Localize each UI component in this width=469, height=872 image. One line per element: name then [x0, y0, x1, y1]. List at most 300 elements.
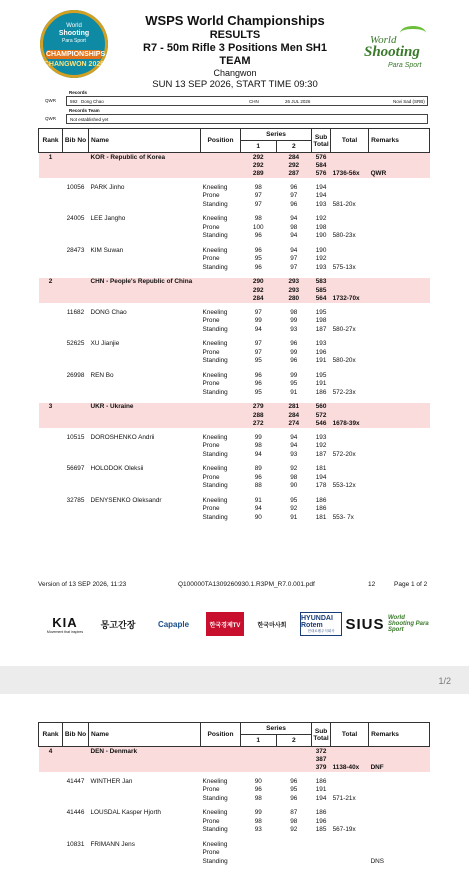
team-total: 1678-39x	[331, 420, 369, 429]
series-2-score: 97	[290, 263, 298, 271]
series-2-score: 97	[290, 255, 298, 263]
logo-text: CHANGWON 2026	[43, 61, 105, 68]
shooting-position: Kneeling	[202, 308, 228, 316]
shooting-position: Standing	[202, 482, 228, 490]
col-rank: Rank	[39, 129, 63, 153]
col-remarks: Remarks	[369, 723, 430, 747]
empty-cell	[39, 170, 63, 179]
sub-total: 181	[315, 513, 327, 521]
empty-cell	[63, 473, 89, 482]
empty-cell	[89, 411, 201, 420]
empty-cell	[89, 817, 201, 826]
empty-cell	[369, 255, 430, 264]
team-remark	[369, 295, 430, 304]
col-series-2: 2	[276, 141, 312, 153]
empty-cell	[201, 747, 241, 756]
athlete-total: 580-23x	[332, 232, 356, 240]
sub-total	[312, 840, 331, 849]
series-1-score: 292	[241, 161, 277, 170]
shooting-position: Prone	[202, 223, 220, 231]
empty-cell	[39, 496, 63, 505]
version-text: Version of 13 SEP 2026, 11:23	[38, 581, 127, 588]
series-1-score	[241, 857, 277, 866]
competition-title: WSPS World Championships	[145, 13, 325, 28]
empty-cell	[201, 755, 241, 764]
empty-cell	[331, 223, 369, 232]
series-2-score: 293	[276, 286, 312, 295]
empty-cell	[39, 286, 63, 295]
empty-cell	[39, 826, 63, 835]
empty-cell	[39, 755, 63, 764]
empty-cell	[89, 348, 201, 357]
team-rank: 4	[39, 747, 63, 756]
series-2-score: 98	[290, 817, 298, 825]
shooting-position: Standing	[202, 388, 228, 396]
empty-cell	[89, 357, 201, 366]
empty-cell	[331, 348, 369, 357]
sponsor-bar	[40, 610, 430, 640]
empty-cell	[39, 246, 63, 255]
empty-cell	[241, 755, 277, 764]
empty-cell	[369, 403, 430, 412]
empty-cell	[39, 183, 63, 192]
athlete-name: KIM Suwan	[90, 246, 124, 254]
series-2-score: 87	[290, 809, 298, 817]
sub-total: 194	[315, 192, 327, 200]
sub-total: 190	[315, 246, 327, 254]
team-name: CHN - People's Republic of China	[89, 278, 201, 287]
empty-cell	[39, 420, 63, 429]
series-1-score: 100	[252, 223, 264, 231]
athlete-row	[39, 505, 430, 514]
athlete-name: PARK Jinho	[90, 183, 125, 191]
shooting-position: Kneeling	[202, 496, 228, 504]
empty-cell	[369, 263, 430, 272]
athlete-remark	[369, 794, 430, 803]
empty-cell	[39, 857, 63, 866]
empty-cell	[369, 278, 430, 287]
empty-cell	[63, 232, 89, 241]
empty-cell	[63, 153, 89, 162]
logo-text: Shooting	[364, 44, 420, 60]
empty-cell	[89, 232, 201, 241]
series-2-score	[276, 840, 312, 849]
empty-cell	[331, 371, 369, 380]
team-name: UKR - Ukraine	[89, 403, 201, 412]
empty-cell	[89, 170, 201, 179]
shooting-position: Kneeling	[202, 246, 228, 254]
empty-cell	[369, 308, 430, 317]
record-place: Novi Sad (SRB)	[393, 99, 425, 104]
empty-cell	[276, 747, 312, 756]
series-1-score: 99	[254, 809, 262, 817]
athlete-total: 567-19x	[332, 826, 356, 834]
record-label: QWR	[45, 98, 56, 103]
venue: Changwon	[213, 68, 257, 78]
athlete-row	[39, 482, 430, 491]
athlete-row	[39, 200, 430, 209]
shooting-position: Kneeling	[202, 840, 228, 848]
spacer-row	[39, 866, 430, 872]
sub-total: 194	[315, 183, 327, 191]
kia-logo	[40, 612, 90, 636]
empty-cell	[369, 777, 430, 786]
series-2-score: 94	[290, 232, 298, 240]
results-table	[38, 722, 430, 872]
shooting-position: Prone	[202, 192, 220, 200]
empty-cell	[331, 183, 369, 192]
team-row	[39, 420, 430, 429]
sub-total: 193	[315, 263, 327, 271]
shooting-position: Standing	[202, 232, 228, 240]
athlete-row	[39, 777, 430, 786]
shooting-position: Kneeling	[202, 809, 228, 817]
empty-cell	[331, 473, 369, 482]
empty-cell	[89, 473, 201, 482]
athlete-row	[39, 380, 430, 389]
empty-cell	[369, 371, 430, 380]
team-total: 1736-56x	[331, 170, 369, 179]
sub-total: 560	[312, 403, 331, 412]
bib-number: 41447	[66, 777, 85, 785]
empty-cell	[63, 348, 89, 357]
athlete-row	[39, 192, 430, 201]
empty-cell	[89, 295, 201, 304]
empty-cell	[331, 317, 369, 326]
series-2-score: 98	[290, 308, 298, 316]
series-2-score: 280	[276, 295, 312, 304]
sub-total: 196	[315, 348, 327, 356]
records-box	[66, 90, 428, 106]
empty-cell	[39, 482, 63, 491]
series-2-score: 94	[290, 215, 298, 223]
athlete-name: WINTHER Jan	[90, 777, 133, 785]
shooting-position: Prone	[202, 786, 220, 794]
team-row	[39, 161, 430, 170]
series-1-score: 97	[254, 348, 262, 356]
sub-total: 186	[315, 809, 327, 817]
series-2-score: 96	[290, 340, 298, 348]
team-total: 1138-40x	[331, 764, 369, 773]
team-records-box	[66, 108, 428, 124]
team-remark: QWR	[369, 170, 430, 179]
logo-text: World	[66, 23, 82, 29]
athlete-row	[39, 809, 430, 818]
shooting-position: Kneeling	[202, 433, 228, 441]
athlete-row	[39, 513, 430, 522]
empty-cell	[89, 223, 201, 232]
empty-cell	[331, 255, 369, 264]
empty-cell	[201, 764, 241, 773]
athlete-row	[39, 308, 430, 317]
bib-number: 26998	[66, 371, 85, 379]
series-1-score: 98	[254, 442, 262, 450]
series-1-score: 97	[254, 200, 262, 208]
shooting-position: Prone	[202, 817, 220, 825]
empty-cell	[39, 505, 63, 514]
sub-total: 186	[315, 777, 327, 785]
series-2-score: 96	[290, 357, 298, 365]
series-1-score: 292	[241, 153, 277, 162]
sponsor-tagline: 현대로템주식회사	[307, 628, 335, 633]
empty-cell	[39, 255, 63, 264]
empty-cell	[201, 161, 241, 170]
sub-total: 178	[315, 482, 327, 490]
shooting-position: Standing	[202, 357, 228, 365]
empty-cell	[39, 161, 63, 170]
report-number: 12	[368, 581, 376, 588]
series-1-score: 93	[254, 826, 262, 834]
empty-cell	[369, 809, 430, 818]
team-row	[39, 764, 430, 773]
sponsor-name: KIA	[52, 614, 78, 630]
athlete-row	[39, 817, 430, 826]
team-row	[39, 295, 430, 304]
empty-cell	[369, 223, 430, 232]
bib-number: 32785	[66, 496, 85, 504]
series-2-score: 94	[290, 442, 298, 450]
empty-cell	[201, 170, 241, 179]
empty-cell	[89, 286, 201, 295]
team-rank: 1	[39, 153, 63, 162]
empty-cell	[369, 232, 430, 241]
empty-cell	[39, 809, 63, 818]
logo-text: CHAMPIONSHIPS	[46, 51, 106, 58]
series-2-score: 287	[276, 170, 312, 179]
empty-cell	[89, 857, 201, 866]
empty-cell	[39, 786, 63, 795]
empty-cell	[89, 317, 201, 326]
shooting-position: Kneeling	[202, 215, 228, 223]
series-1-score: 90	[254, 777, 262, 785]
empty-cell	[241, 747, 277, 756]
empty-cell	[39, 777, 63, 786]
series-1-score: 96	[254, 232, 262, 240]
shooting-position: Standing	[202, 857, 228, 865]
athlete-row	[39, 794, 430, 803]
sub-total: 187	[315, 325, 327, 333]
empty-cell	[63, 505, 89, 514]
athlete-row	[39, 473, 430, 482]
shooting-position: Kneeling	[202, 465, 228, 473]
shooting-position: Standing	[202, 200, 228, 208]
col-bib: Bib No	[63, 129, 89, 153]
team-remark: DNF	[369, 764, 430, 773]
shooting-position: Standing	[202, 794, 228, 802]
shooting-position: Prone	[202, 255, 220, 263]
empty-cell	[39, 308, 63, 317]
empty-cell	[369, 465, 430, 474]
athlete-total: 580-20x	[332, 357, 356, 365]
bib-number: 24005	[66, 215, 85, 223]
empty-cell	[39, 325, 63, 334]
empty-cell	[331, 777, 369, 786]
empty-cell	[369, 786, 430, 795]
sub-total: 198	[315, 223, 327, 231]
series-1-score: 99	[254, 317, 262, 325]
shooting-position: Kneeling	[202, 371, 228, 379]
series-1-score: 98	[254, 794, 262, 802]
athlete-row	[39, 246, 430, 255]
athlete-row	[39, 325, 430, 334]
sub-total: 190	[315, 232, 327, 240]
sub-total: 584	[312, 161, 331, 170]
spacer-row	[39, 522, 430, 528]
empty-cell	[63, 200, 89, 209]
results-table	[38, 128, 430, 528]
series-2-score: 96	[290, 200, 298, 208]
empty-cell	[63, 286, 89, 295]
empty-cell	[63, 380, 89, 389]
series-2-score: 95	[290, 496, 298, 504]
series-2-score: 92	[290, 465, 298, 473]
series-1-score: 292	[241, 286, 277, 295]
sub-total: 191	[315, 380, 327, 388]
athlete-row	[39, 465, 430, 474]
empty-cell	[39, 200, 63, 209]
bib-number: 10831	[66, 840, 85, 848]
record-date: 26 JUL 2026	[285, 99, 311, 104]
empty-cell	[89, 255, 201, 264]
empty-cell	[89, 826, 201, 835]
empty-cell	[89, 263, 201, 272]
empty-cell	[63, 170, 89, 179]
empty-cell	[63, 442, 89, 451]
logo-text: Para Sport	[62, 38, 86, 44]
sub-total	[312, 857, 331, 866]
series-1-score: 98	[254, 183, 262, 191]
series-2-score: 91	[290, 513, 298, 521]
empty-cell	[369, 317, 430, 326]
bib-number: 10056	[66, 183, 85, 191]
empty-cell	[331, 433, 369, 442]
col-rank: Rank	[39, 723, 63, 747]
empty-cell	[89, 420, 201, 429]
series-2-score: 96	[290, 794, 298, 802]
sponsor-tagline: Movement that inspires	[46, 629, 84, 634]
series-1-score: 97	[254, 192, 262, 200]
empty-cell	[369, 357, 430, 366]
empty-cell	[39, 380, 63, 389]
empty-cell	[63, 388, 89, 397]
empty-cell	[89, 755, 201, 764]
team-row	[39, 755, 430, 764]
team-row	[39, 403, 430, 412]
athlete-row	[39, 826, 430, 835]
sponsor-name: Capaple	[157, 619, 190, 629]
empty-cell	[63, 420, 89, 429]
col-remarks: Remarks	[369, 129, 430, 153]
sub-total: 198	[315, 317, 327, 325]
sponsor-name: HYUNDAI Rotem	[301, 614, 333, 629]
col-subtotal: Sub Total	[312, 129, 331, 153]
shooting-position: Standing	[202, 450, 228, 458]
wsps-sponsor-logo	[388, 612, 430, 636]
athlete-name: DOROSHENKO Andrii	[90, 433, 155, 441]
viewer-page-gap	[0, 666, 469, 694]
empty-cell	[63, 192, 89, 201]
empty-cell	[369, 747, 430, 756]
athlete-remark	[369, 826, 430, 835]
capaple-logo	[146, 612, 201, 636]
empty-cell	[331, 817, 369, 826]
series-1-score: 95	[254, 357, 262, 365]
event-name: R7 - 50m Rifle 3 Positions Men SH1	[143, 42, 327, 54]
athlete-name: XU Jianjie	[90, 340, 120, 348]
empty-cell	[63, 161, 89, 170]
series-2-score: 90	[290, 482, 298, 490]
empty-cell	[39, 192, 63, 201]
empty-cell	[89, 325, 201, 334]
series-2-score: 92	[290, 505, 298, 513]
empty-cell	[369, 433, 430, 442]
empty-cell	[63, 764, 89, 773]
empty-cell	[369, 411, 430, 420]
series-1-score: 94	[254, 505, 262, 513]
empty-cell	[369, 840, 430, 849]
empty-cell	[331, 192, 369, 201]
shooting-position: Prone	[202, 348, 220, 356]
series-1-score: 95	[254, 388, 262, 396]
series-2-score: 274	[276, 420, 312, 429]
team-name: KOR - Republic of Korea	[89, 153, 201, 162]
athlete-row	[39, 317, 430, 326]
empty-cell	[39, 232, 63, 241]
athlete-row	[39, 840, 430, 849]
athlete-row	[39, 340, 430, 349]
series-1-score: 98	[254, 215, 262, 223]
athlete-total: 572-20x	[332, 450, 356, 458]
empty-cell	[39, 840, 63, 849]
document-header	[110, 13, 360, 90]
athlete-name: DONG Chao	[90, 308, 127, 316]
athlete-row	[39, 232, 430, 241]
shooting-position: Prone	[202, 380, 220, 388]
series-1-score: 272	[241, 420, 277, 429]
empty-cell	[331, 442, 369, 451]
empty-cell	[39, 794, 63, 803]
series-2-score: 284	[276, 153, 312, 162]
athlete-row	[39, 215, 430, 224]
sub-total: 576	[312, 170, 331, 179]
series-2-score: 281	[276, 403, 312, 412]
sponsor-name: 몽고간장	[100, 619, 136, 630]
shooting-position: Standing	[202, 826, 228, 834]
bib-number: 41446	[66, 809, 85, 817]
team-name: DEN - Denmark	[89, 747, 201, 756]
logo-text: World	[370, 34, 397, 46]
empty-cell	[369, 473, 430, 482]
sub-total: 195	[315, 371, 327, 379]
shooting-position: Standing	[202, 263, 228, 271]
sub-total: 191	[315, 786, 327, 794]
series-1-score: 96	[254, 380, 262, 388]
record-text: Not established yet	[70, 117, 109, 122]
athlete-total: 553-12x	[332, 482, 356, 490]
records-caption: Records	[69, 90, 88, 95]
record-score: 592	[70, 99, 78, 104]
athlete-row	[39, 442, 430, 451]
team-rank: 3	[39, 403, 63, 412]
series-1-score: 95	[254, 255, 262, 263]
empty-cell	[63, 786, 89, 795]
shooting-position: Kneeling	[202, 183, 228, 191]
athlete-total: 581-20x	[332, 200, 356, 208]
empty-cell	[63, 817, 89, 826]
sub-total: 372	[312, 747, 331, 756]
sub-total: 195	[315, 308, 327, 316]
start-datetime: SUN 13 SEP 2026, START TIME 09:30	[152, 79, 318, 90]
